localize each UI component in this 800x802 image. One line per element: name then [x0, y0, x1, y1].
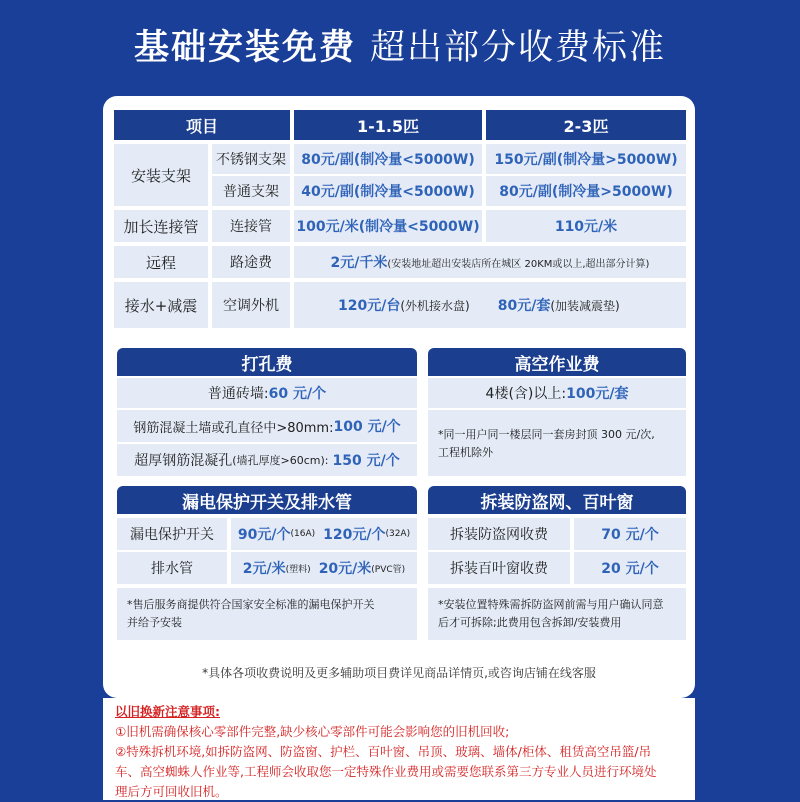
travel-value: 2元/千米	[330, 255, 388, 271]
high-altitude-note-line: *同一用户同一楼层同一套房封顶 300 元/次,	[438, 428, 655, 441]
price-travel	[294, 246, 686, 278]
header-item: 项目	[114, 110, 290, 140]
page-title	[0, 18, 800, 78]
brick-value: 60 元/个	[268, 386, 327, 402]
removal-shutter-value: 20 元/个	[574, 552, 686, 584]
removal-note	[428, 588, 686, 640]
removal-net-value: 70 元/个	[574, 518, 686, 550]
removal-net-label: 拆装防盗网收费	[428, 518, 570, 550]
tradein-line: ②特殊拆机环境,如拆防盗网、防盗窗、护栏、百叶窗、吊顶、玻璃、墙体/柜体、租赁高空吊篮/吊	[115, 744, 652, 759]
drain-pipe-prices	[231, 552, 417, 584]
group-water-damping: 接水+减震	[114, 282, 208, 328]
price-pipe-large: 110元/米	[486, 210, 686, 242]
item-outdoor-unit: 空调外机	[212, 282, 290, 328]
tradein-notice	[103, 698, 695, 800]
water-tray-value: 120元/台	[338, 298, 401, 314]
drilling-row-concrete	[117, 410, 417, 442]
high-altitude-row	[428, 378, 686, 408]
price-pipe-small: 100元/米(制冷量<5000W)	[294, 210, 482, 242]
tradein-line: ①旧机需确保核心零部件完整,缺少核心零部件可能会影响您的旧机回收;	[115, 724, 510, 739]
tradein-line: 车、高空蜘蛛人作业等,工程师会收取您一定特殊作业费用或需要您联系第三方专业人员进行环境处	[115, 764, 657, 779]
thick-label: 超厚钢筋混凝孔	[134, 453, 233, 469]
leakage-header: 漏电保护开关及排水管	[117, 486, 417, 514]
travel-note: (安装地址超出安装店所在城区 20KM或以上,超出部分计算)	[387, 258, 650, 270]
leakage-note	[117, 588, 417, 640]
item-travel-fee: 路途费	[212, 246, 290, 278]
brick-label: 普通砖墙:	[207, 386, 269, 402]
drilling-header: 打孔费	[117, 348, 417, 376]
removal-note-line: 后才可拆除;此费用包含拆卸/安装费用	[438, 616, 622, 629]
switch-16a-note: (16A)	[290, 529, 316, 539]
switch-16a-value: 90元/个	[237, 527, 291, 543]
pipe-plastic-note: (塑料)	[285, 564, 311, 575]
concrete-label: 钢筋混凝土墙或孔直径中>80mm:	[133, 420, 334, 436]
pipe-pvc-note: (PVC管)	[371, 564, 406, 575]
title-bold: 基础安装免费	[133, 28, 356, 68]
leakage-note-line: 并给予安装	[127, 616, 182, 629]
group-remote: 远程	[114, 246, 208, 278]
switch-32a-note: (32A)	[385, 529, 411, 539]
pipe-pvc-value: 20元/米	[318, 561, 372, 577]
high-altitude-note-line: 工程机除外	[438, 446, 493, 459]
drain-pipe-label: 排水管	[117, 552, 227, 584]
title-normal: 超出部分收费标准	[370, 28, 667, 68]
leakage-switch-label: 漏电保护开关	[117, 518, 227, 550]
drilling-row-brick	[117, 378, 417, 408]
price-steel-small: 80元/副(制冷量<5000W)	[294, 144, 482, 174]
damping-note: (加装减震垫)	[550, 298, 620, 313]
switch-32a-value: 120元/个	[323, 527, 386, 543]
tradein-line: 理后方可回收旧机。	[115, 784, 228, 799]
drilling-row-thick	[117, 444, 417, 476]
price-normal-small: 40元/副(制冷量<5000W)	[294, 176, 482, 206]
damping-value: 80元/套	[497, 298, 551, 314]
high-altitude-value: 100元/套	[566, 386, 629, 402]
water-tray-note: (外机接水盘)	[400, 298, 470, 313]
header-small: 1-1.5匹	[294, 110, 482, 140]
high-altitude-header: 高空作业费	[428, 348, 686, 376]
price-normal-large: 80元/副(制冷量>5000W)	[486, 176, 686, 206]
thick-label-note: (墙孔厚度>60cm):	[232, 454, 329, 467]
removal-shutter-label: 拆装百叶窗收费	[428, 552, 570, 584]
removal-note-line: *安装位置特殊需拆防盗网前需与用户确认同意	[438, 598, 664, 611]
price-steel-large: 150元/副(制冷量>5000W)	[486, 144, 686, 174]
price-water-damping	[294, 282, 686, 328]
high-altitude-label: 4楼(含)以上:	[485, 386, 567, 402]
leakage-note-line: *售后服务商提供符合国家安全标准的漏电保护开关	[127, 598, 375, 611]
leakage-switch-prices	[231, 518, 417, 550]
header-large: 2-3匹	[486, 110, 686, 140]
thick-value: 150 元/个	[332, 453, 400, 469]
concrete-value: 100 元/个	[333, 419, 401, 435]
group-extension-pipe: 加长连接管	[114, 210, 208, 242]
pipe-plastic-value: 2元/米	[242, 561, 286, 577]
item-steel-bracket: 不锈钢支架	[212, 144, 290, 174]
item-normal-bracket: 普通支架	[212, 176, 290, 206]
high-altitude-note	[428, 410, 686, 476]
group-bracket: 安装支架	[114, 144, 208, 206]
footnote: *具体各项收费说明及更多辅助项目费详见商品详情页,或咨询店铺在线客服	[202, 666, 596, 680]
tradein-title: 以旧换新注意事项:	[115, 704, 220, 719]
item-connect-pipe: 连接管	[212, 210, 290, 242]
removal-header: 拆装防盗网、百叶窗	[428, 486, 686, 514]
